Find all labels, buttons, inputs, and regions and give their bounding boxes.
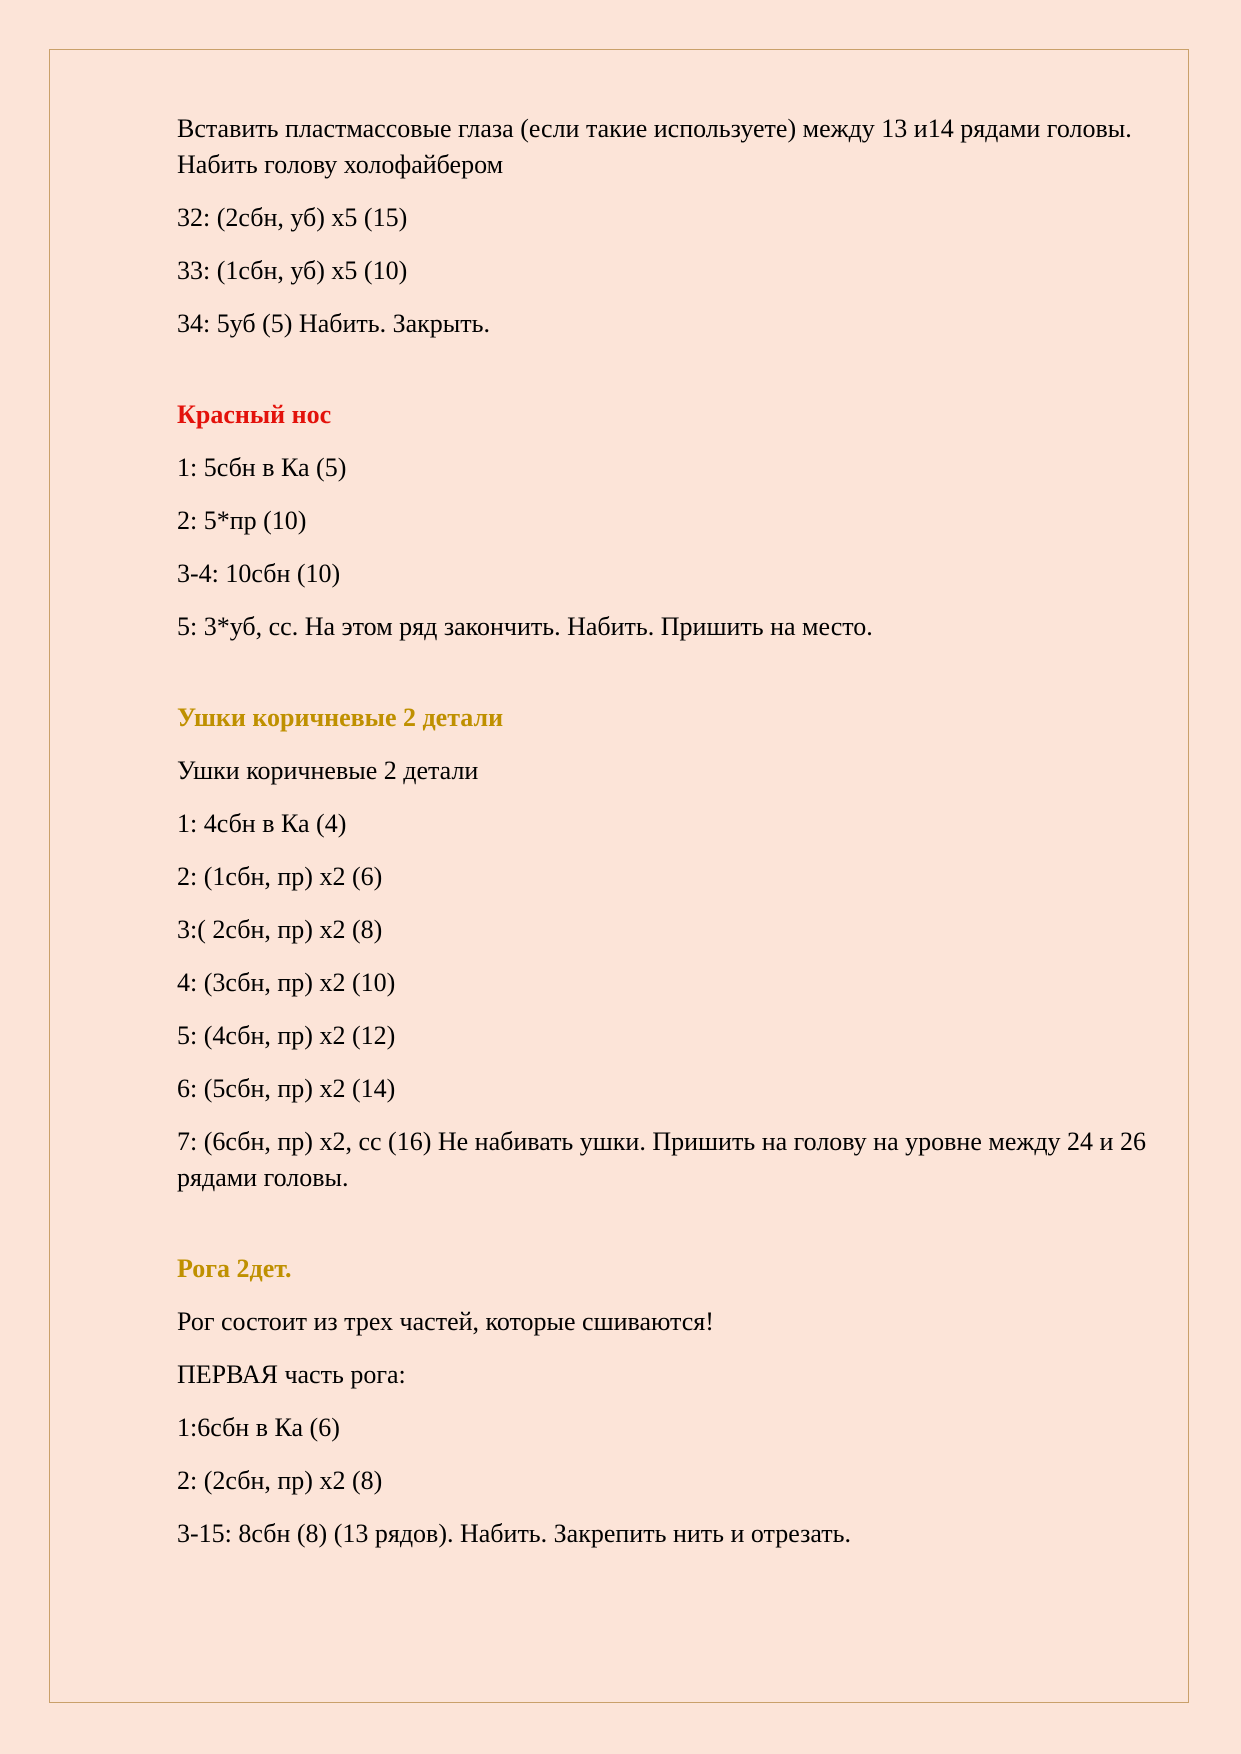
pattern-row: 1:6сбн в Ка (6)	[177, 1413, 340, 1442]
pattern-row: 2: (1сбн, пр) x2 (6)	[177, 862, 383, 891]
document-body	[177, 111, 1167, 1569]
ears-section	[177, 700, 1167, 1196]
pattern-row: 1: 5сбн в Ка (5)	[177, 453, 347, 482]
pattern-row: 5: (4сбн, пр) x2 (12)	[177, 1021, 396, 1050]
pattern-row: 32: (2сбн, уб) x5 (15)	[177, 203, 408, 232]
horns-section	[177, 1251, 1167, 1552]
section-heading-ears: Ушки коричневые 2 детали	[177, 703, 504, 732]
paragraph: Ушки коричневые 2 детали	[177, 756, 479, 785]
nose-section	[177, 397, 1167, 645]
pattern-row: 3-15: 8сбн (8) (13 рядов). Набить. Закрепить нить и отрезать.	[177, 1519, 851, 1548]
pattern-row: 2: (2сбн, пр) x2 (8)	[177, 1466, 383, 1495]
pattern-row: 3:( 2сбн, пр) x2 (8)	[177, 915, 383, 944]
pattern-row: 1: 4сбн в Ка (4)	[177, 809, 347, 838]
pattern-row: 33: (1сбн, уб) x5 (10)	[177, 256, 408, 285]
intro-section	[177, 111, 1167, 342]
pattern-row: 3-4: 10сбн (10)	[177, 559, 341, 588]
pattern-row: 7: (6сбн, пр) x2, сс (16) Не набивать ушки. Пришить на голову на уровне между 24 и 26 рядами головы.	[177, 1127, 1146, 1192]
paragraph: Рог состоит из трех частей, которые сшиваются!	[177, 1307, 714, 1336]
pattern-row: 2: 5*пр (10)	[177, 506, 307, 535]
section-heading-horns: Рога 2дет.	[177, 1254, 292, 1283]
paragraph: Вставить пластмассовые глаза (если такие используете) между 13 и14 рядами головы. Набить голову холофайбером	[177, 114, 1132, 179]
pattern-row: 4: (3сбн, пр) x2 (10)	[177, 968, 396, 997]
pattern-row: 6: (5сбн, пр) x2 (14)	[177, 1074, 396, 1103]
pattern-row: 5: 3*уб, сс. На этом ряд закончить. Набить. Пришить на место.	[177, 612, 873, 641]
paragraph: ПЕРВАЯ часть рога:	[177, 1360, 406, 1389]
section-heading-nose: Красный нос	[177, 400, 332, 429]
pattern-row: 34: 5уб (5) Набить. Закрыть.	[177, 309, 490, 338]
